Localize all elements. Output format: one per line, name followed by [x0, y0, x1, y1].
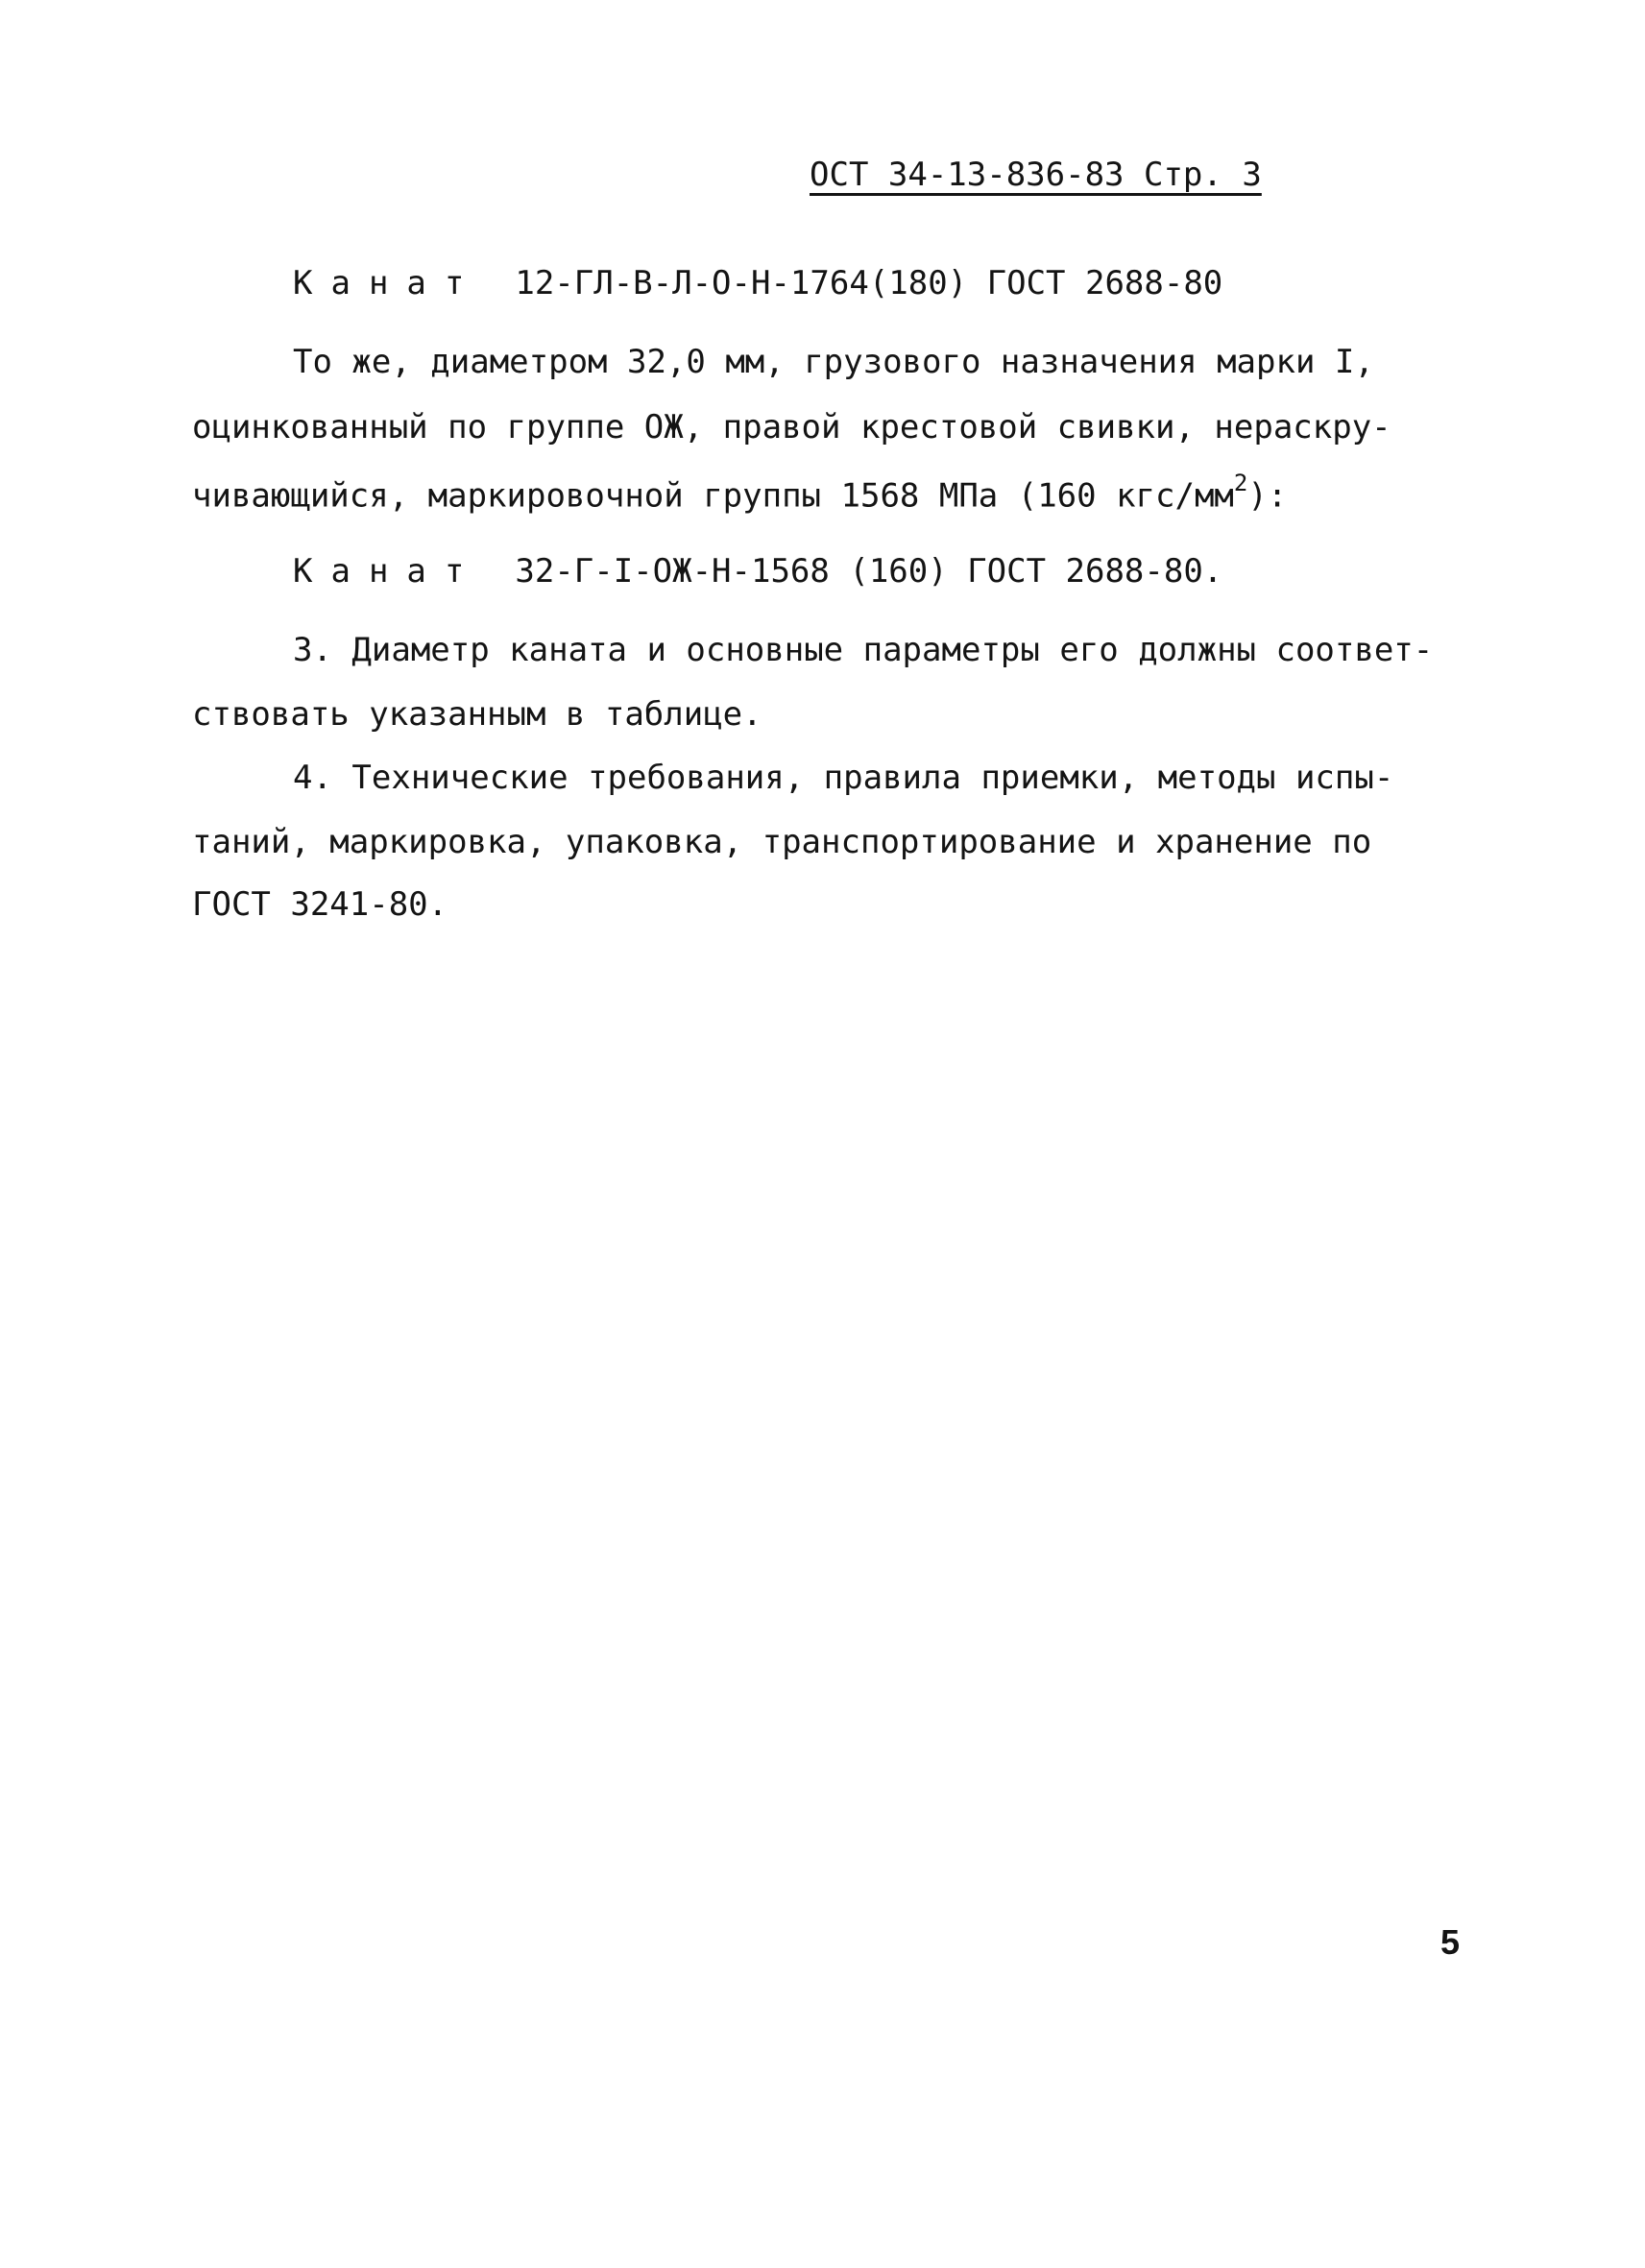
rope-word: Канат [293, 264, 483, 302]
rope-designation-value: 32-Г-I-ОЖ-Н-1568 (160) ГОСТ 2688-80. [515, 552, 1223, 591]
rope-designation-example-2 [293, 552, 1222, 591]
same-paragraph-line-1: То же, диаметром 32,0 мм, грузового назначения марки I, [293, 343, 1374, 381]
same-paragraph-line-3 [192, 470, 1288, 516]
same-paragraph-line-3-tail: ): [1247, 476, 1288, 516]
same-paragraph-line-2: оцинкованный по группе ОЖ, правой крестовой свивки, нераскру- [192, 408, 1391, 446]
rope-designation-value: 12-ГЛ-В-Л-О-Н-1764(180) ГОСТ 2688-80 [515, 264, 1223, 302]
page-number: 5 [1440, 1922, 1461, 1962]
document-header: ОСТ 34-13-836-83 Стр. 3 [810, 156, 1262, 194]
item-3-line-2: ствовать указанным в таблице. [192, 695, 762, 734]
item-4-line-3: ГОСТ 3241-80. [192, 885, 448, 924]
rope-designation-example-1 [293, 264, 1222, 302]
item-4-line-2: таний, маркировка, упаковка, транспортирование и хранение по [192, 823, 1372, 861]
item-4-line-1: 4. Технические требования, правила приемки, методы испы- [293, 759, 1394, 797]
item-3-line-1: 3. Диаметр каната и основные параметры его должны соответ- [293, 631, 1434, 669]
superscript-2: 2 [1233, 470, 1248, 496]
rope-word: Канат [293, 552, 483, 591]
same-paragraph-line-3-main: чивающийся, маркировочной группы 1568 МПа (160 кгс/мм [192, 476, 1234, 516]
